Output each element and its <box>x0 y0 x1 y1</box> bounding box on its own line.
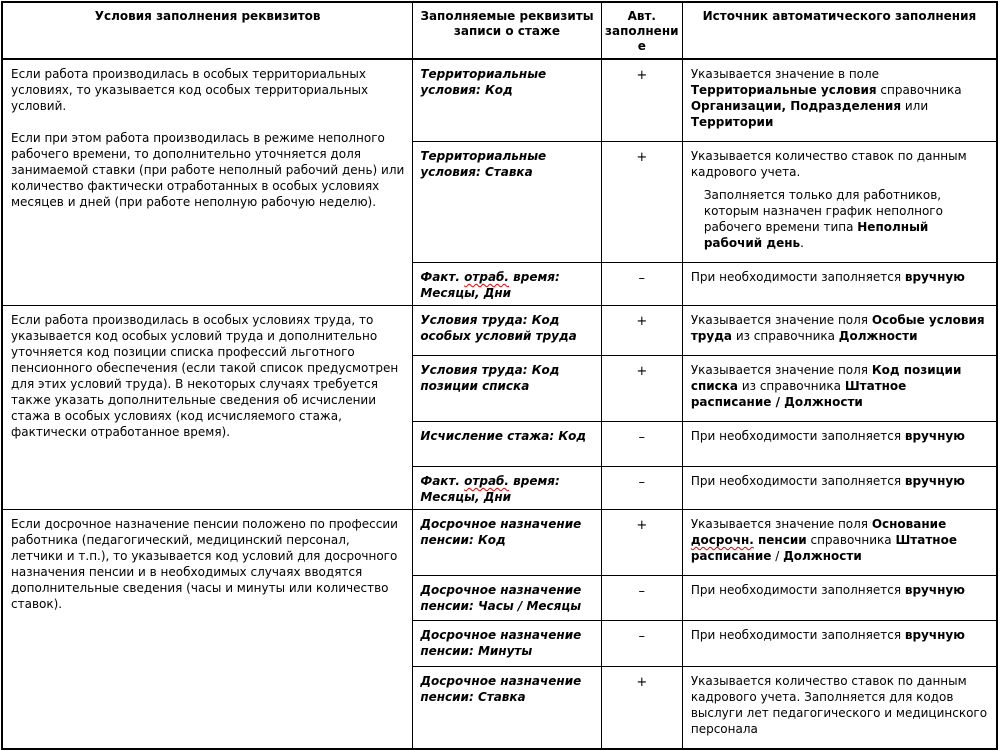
paragraph <box>691 312 990 344</box>
autofill-cell: + <box>601 59 682 142</box>
paragraph <box>691 627 990 643</box>
paragraph <box>11 312 404 440</box>
emphasized-text: Неполный рабочий день <box>703 220 929 250</box>
source-cell <box>682 667 997 750</box>
emphasized-text: Должности <box>838 329 918 343</box>
header-requisites: Заполняемые реквизиты записи о стаже <box>413 2 601 59</box>
spellcheck-marked-text: досрочн. <box>690 533 754 547</box>
condition-cell-labor <box>2 306 413 510</box>
emphasized-text: Особые условия труда <box>690 313 985 343</box>
text-run: Условия труда: Код особых условий труда <box>420 313 577 343</box>
source-cell <box>682 576 997 621</box>
text-run: Указывается значение поля <box>690 517 872 531</box>
text-run: Факт. <box>420 270 465 284</box>
emphasized-text: вручную <box>904 474 965 488</box>
requisite-cell <box>413 306 601 356</box>
paragraph <box>691 428 990 444</box>
text-run: из справочника <box>738 379 845 393</box>
text-run: из справочника <box>732 329 839 343</box>
text-run: Если работа производилась в особых территориальных условиях, то указывается код особых территориальных условий. <box>11 67 369 113</box>
table-row <box>2 510 997 576</box>
paragraph <box>11 516 404 612</box>
source-cell <box>682 422 997 467</box>
reference-table <box>1 1 998 750</box>
header-source: Источник автоматического заполнения <box>682 2 997 59</box>
emphasized-text: вручную <box>904 270 965 284</box>
autofill-cell: + <box>601 306 682 356</box>
emphasized-text: вручную <box>904 583 965 597</box>
emphasized-text: Территориальные условия <box>690 83 877 97</box>
source-cell <box>682 263 997 306</box>
spellcheck-marked-text: отраб. <box>464 474 509 488</box>
emphasized-text: Должности <box>783 549 862 563</box>
text-run: Указывается значение поля <box>690 363 872 377</box>
text-run: Если при этом работа производилась в режиме неполного рабочего времени, то дополнительно уточняется доля занимаемой ставки (при работе неполный рабочий день) или количество фактически отработанных в особых условиях месяцев и дней (при работе неполную рабочую неделю). <box>11 131 405 209</box>
text-run: Территориальные условия: Ставка <box>420 149 547 179</box>
text-run: Досрочное назначение пенсии: Минуты <box>420 628 582 658</box>
autofill-cell: + <box>601 356 682 422</box>
paragraph <box>691 66 990 130</box>
autofill-cell: + <box>601 510 682 576</box>
source-cell <box>682 59 997 142</box>
table-row <box>2 59 997 142</box>
text-run: справочника <box>806 533 896 547</box>
paragraph <box>691 148 990 180</box>
paragraph <box>691 362 990 410</box>
autofill-cell: + <box>601 667 682 750</box>
condition-cell-territorial <box>2 59 413 306</box>
paragraph <box>691 516 990 564</box>
paragraph <box>691 582 990 598</box>
text-run: Исчисление стажа: Код <box>420 429 587 443</box>
requisite-cell <box>413 667 601 750</box>
text-run: Указывается количество ставок по данным кадрового учета. <box>690 149 967 179</box>
emphasized-text: Основание <box>871 517 947 531</box>
text-run: Если работа производилась в особых условиях труда, то указывается код особых условий труда и дополнительно уточняется код позиции списка профессий льготного пенсионного обеспечения (если такой список предусмотрен для этих условий труда). В некоторых случаях требуется также указать дополнительные сведения об исчислении стажа в особых условиях (код исчисляемого стажа, фактически отработанное время). <box>11 313 399 439</box>
table-row <box>2 306 997 356</box>
source-cell <box>682 621 997 667</box>
text-run: Указывается значение в поле <box>690 67 880 81</box>
text-run: время: Месяцы, Дни <box>420 474 560 504</box>
paragraph <box>691 673 990 737</box>
requisite-cell <box>413 356 601 422</box>
requisite-cell <box>413 142 601 263</box>
requisite-cell <box>413 621 601 667</box>
emphasized-text: Организации, Подразделения <box>690 99 902 113</box>
condition-cell-early-pension <box>2 510 413 750</box>
autofill-cell: + <box>601 142 682 263</box>
emphasized-text: Штатное расписание / Должности <box>690 379 907 409</box>
text-run: Указывается количество ставок по данным кадрового учета. Заполняется для кодов выслуги лет педагогического и медицинского персонала <box>690 674 988 736</box>
requisite-cell <box>413 422 601 467</box>
paragraph <box>11 66 404 114</box>
paragraph <box>11 130 404 210</box>
header-conditions: Условия заполнения реквизитов <box>2 2 413 59</box>
requisite-cell <box>413 576 601 621</box>
text-run: Заполняется только для работников, которым назначен график неполного рабочего времени типа <box>703 188 943 234</box>
text-run: При необходимости заполняется <box>690 429 905 443</box>
autofill-cell: – <box>601 467 682 510</box>
requisite-cell <box>413 510 601 576</box>
text-run: Указывается значение поля <box>690 313 872 327</box>
emphasized-text: вручную <box>904 429 965 443</box>
autofill-cell: – <box>601 263 682 306</box>
source-cell <box>682 467 997 510</box>
text-run: При необходимости заполняется <box>690 583 905 597</box>
text-run: Условия труда: Код позиции списка <box>420 363 560 393</box>
text-run: Досрочное назначение пенсии: Часы / Месяцы <box>420 583 582 613</box>
emphasized-text: Код позиции списка <box>690 363 962 393</box>
spellcheck-marked-text: отраб. <box>464 270 509 284</box>
text-run: справочника <box>876 83 962 97</box>
emphasized-text: Штатное расписание <box>690 533 957 563</box>
source-cell <box>682 306 997 356</box>
text-run: Факт. <box>420 474 465 488</box>
text-run: Территориальные условия: Код <box>420 67 547 97</box>
text-run: . <box>800 236 804 250</box>
text-run: Досрочное назначение пенсии: Код <box>420 517 582 547</box>
text-run: При необходимости заполняется <box>690 628 905 642</box>
emphasized-text: пенсии <box>753 533 807 547</box>
source-cell <box>682 510 997 576</box>
text-run: время: Месяцы, Дни <box>420 270 560 300</box>
emphasized-text: Территории <box>690 115 774 129</box>
source-cell <box>682 142 997 263</box>
emphasized-text: вручную <box>904 628 965 642</box>
text-run: При необходимости заполняется <box>690 270 905 284</box>
text-run: Досрочное назначение пенсии: Ставка <box>420 674 582 704</box>
text-run: Если досрочное назначение пенсии положено по профессии работника (педагогический, медицинский персонал, летчики и т.п.), то указывается код условий для досрочного назначения пенсии и в необходимых случаях вводятся дополнительные сведения (часы и минуты или количество ставок). <box>11 517 398 611</box>
autofill-cell: – <box>601 621 682 667</box>
source-cell <box>682 356 997 422</box>
header-row <box>2 2 997 59</box>
text-run: или <box>901 99 929 113</box>
requisite-cell <box>413 59 601 142</box>
requisite-cell <box>413 467 601 510</box>
paragraph <box>691 269 990 285</box>
text-run: При необходимости заполняется <box>690 474 905 488</box>
requisite-cell <box>413 263 601 306</box>
paragraph <box>691 473 990 489</box>
paragraph <box>704 187 990 251</box>
header-autofill: Авт. заполнение <box>601 2 682 59</box>
autofill-cell: – <box>601 422 682 467</box>
autofill-cell: – <box>601 576 682 621</box>
text-run: / <box>771 549 784 563</box>
